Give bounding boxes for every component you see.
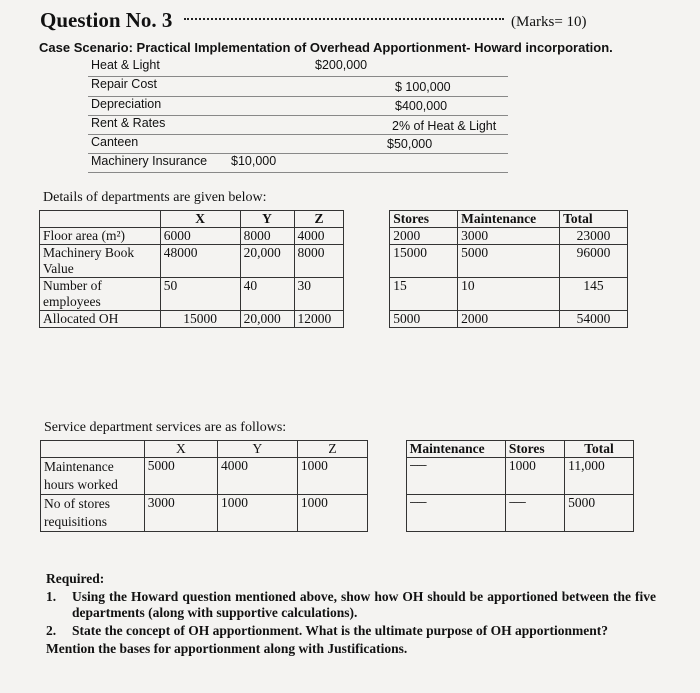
cell: ------- [406, 458, 505, 495]
table-header-row [40, 211, 628, 228]
cell: 20,000 [240, 245, 294, 278]
cell: 40 [240, 278, 294, 311]
cost-value-heat-light: $200,000 [315, 58, 368, 72]
dept-table-caption: Details of departments are given below: [43, 190, 267, 205]
header-y: Y [240, 211, 294, 228]
header-y: Y [217, 441, 297, 458]
table-row [40, 311, 628, 328]
case-scenario: Case Scenario: Practical Implementation of Overhead Apportionment- Howard incorporation. [39, 40, 613, 55]
cell: 5000 [565, 495, 634, 532]
cell: 15 [390, 278, 458, 311]
cost-label-repair: Repair Cost [91, 77, 157, 91]
cell: 10 [458, 278, 560, 311]
cell: 4000 [294, 228, 344, 245]
cell: 145 [560, 278, 628, 311]
header-x: X [144, 441, 217, 458]
header-x: X [160, 211, 240, 228]
row-label: Number of employees [40, 278, 161, 311]
table-row [40, 245, 628, 278]
cell: 1000 [297, 495, 367, 532]
table-header-row [41, 441, 634, 458]
cell: 23000 [560, 228, 628, 245]
cell: 8000 [294, 245, 344, 278]
cost-value-rent: 2% of Heat & Light [392, 119, 497, 133]
cell: 15000 [390, 245, 458, 278]
required-item: 2. State the concept of OH apportionment. What is the ultimate purpose of OH apportionment? [46, 623, 608, 638]
cell: 6000 [160, 228, 240, 245]
cost-label-canteen: Canteen [91, 135, 139, 149]
cost-label-insurance: Machinery Insurance [91, 154, 208, 168]
cell: 12000 [294, 311, 344, 328]
cell: 54000 [560, 311, 628, 328]
table-row [41, 495, 634, 532]
cell: 5000 [144, 458, 217, 495]
header-stores: Stores [505, 441, 564, 458]
cost-value-depreciation: $400,000 [395, 99, 448, 113]
row-label: Machinery Book Value [40, 245, 161, 278]
cell: 1000 [297, 458, 367, 495]
cell: ------- [505, 495, 564, 532]
cell: 4000 [217, 458, 297, 495]
cell: 20,000 [240, 311, 294, 328]
required-section [46, 571, 656, 657]
header-total: Total [560, 211, 628, 228]
row-label: No of stores requisitions [41, 495, 145, 532]
table-row [40, 228, 628, 245]
cell: 48000 [160, 245, 240, 278]
table-row [41, 458, 634, 495]
cell: 11,000 [565, 458, 634, 495]
cell: 1000 [505, 458, 564, 495]
service-table [40, 440, 634, 532]
header-z: Z [294, 211, 344, 228]
header-stores: Stores [390, 211, 458, 228]
question-title: Question No. 3 [40, 8, 173, 32]
cost-label-depreciation: Depreciation [91, 97, 162, 111]
table-row [40, 278, 628, 311]
cell: 3000 [144, 495, 217, 532]
header-z: Z [297, 441, 367, 458]
service-table-caption: Service department services are as follows: [44, 420, 287, 435]
cost-value-canteen: $50,000 [387, 137, 433, 151]
row-label: Allocated OH [40, 311, 161, 328]
cell: ------- [406, 495, 505, 532]
cell: 2000 [458, 311, 560, 328]
cell: 2000 [390, 228, 458, 245]
cell: 50 [160, 278, 240, 311]
dotted-leader [184, 18, 504, 20]
cell: 5000 [390, 311, 458, 328]
required-heading: Required: [46, 571, 105, 586]
cell: 5000 [458, 245, 560, 278]
department-table [39, 210, 628, 328]
header-maintenance: Maintenance [406, 441, 505, 458]
cell: 3000 [458, 228, 560, 245]
cost-value-repair: $ 100,000 [395, 80, 451, 94]
required-item: 1. Using the Howard question mentioned above, show how OH should be apportioned between the five departments (along with supportive calculations). [46, 589, 656, 620]
cost-label-rent: Rent & Rates [91, 116, 166, 130]
cell: 1000 [217, 495, 297, 532]
required-note: Mention the bases for apportionment along with Justifications. [46, 641, 408, 656]
cell: 96000 [560, 245, 628, 278]
cell: 15000 [160, 311, 240, 328]
cell: 30 [294, 278, 344, 311]
marks-label: (Marks= 10) [511, 14, 587, 30]
cost-value-insurance: $10,000 [231, 154, 277, 168]
header-maintenance: Maintenance [458, 211, 560, 228]
cell: 8000 [240, 228, 294, 245]
row-label: Floor area (m²) [40, 228, 161, 245]
header-total: Total [565, 441, 634, 458]
row-label: Maintenance hours worked [41, 458, 145, 495]
cost-label-heat-light: Heat & Light [91, 58, 160, 72]
